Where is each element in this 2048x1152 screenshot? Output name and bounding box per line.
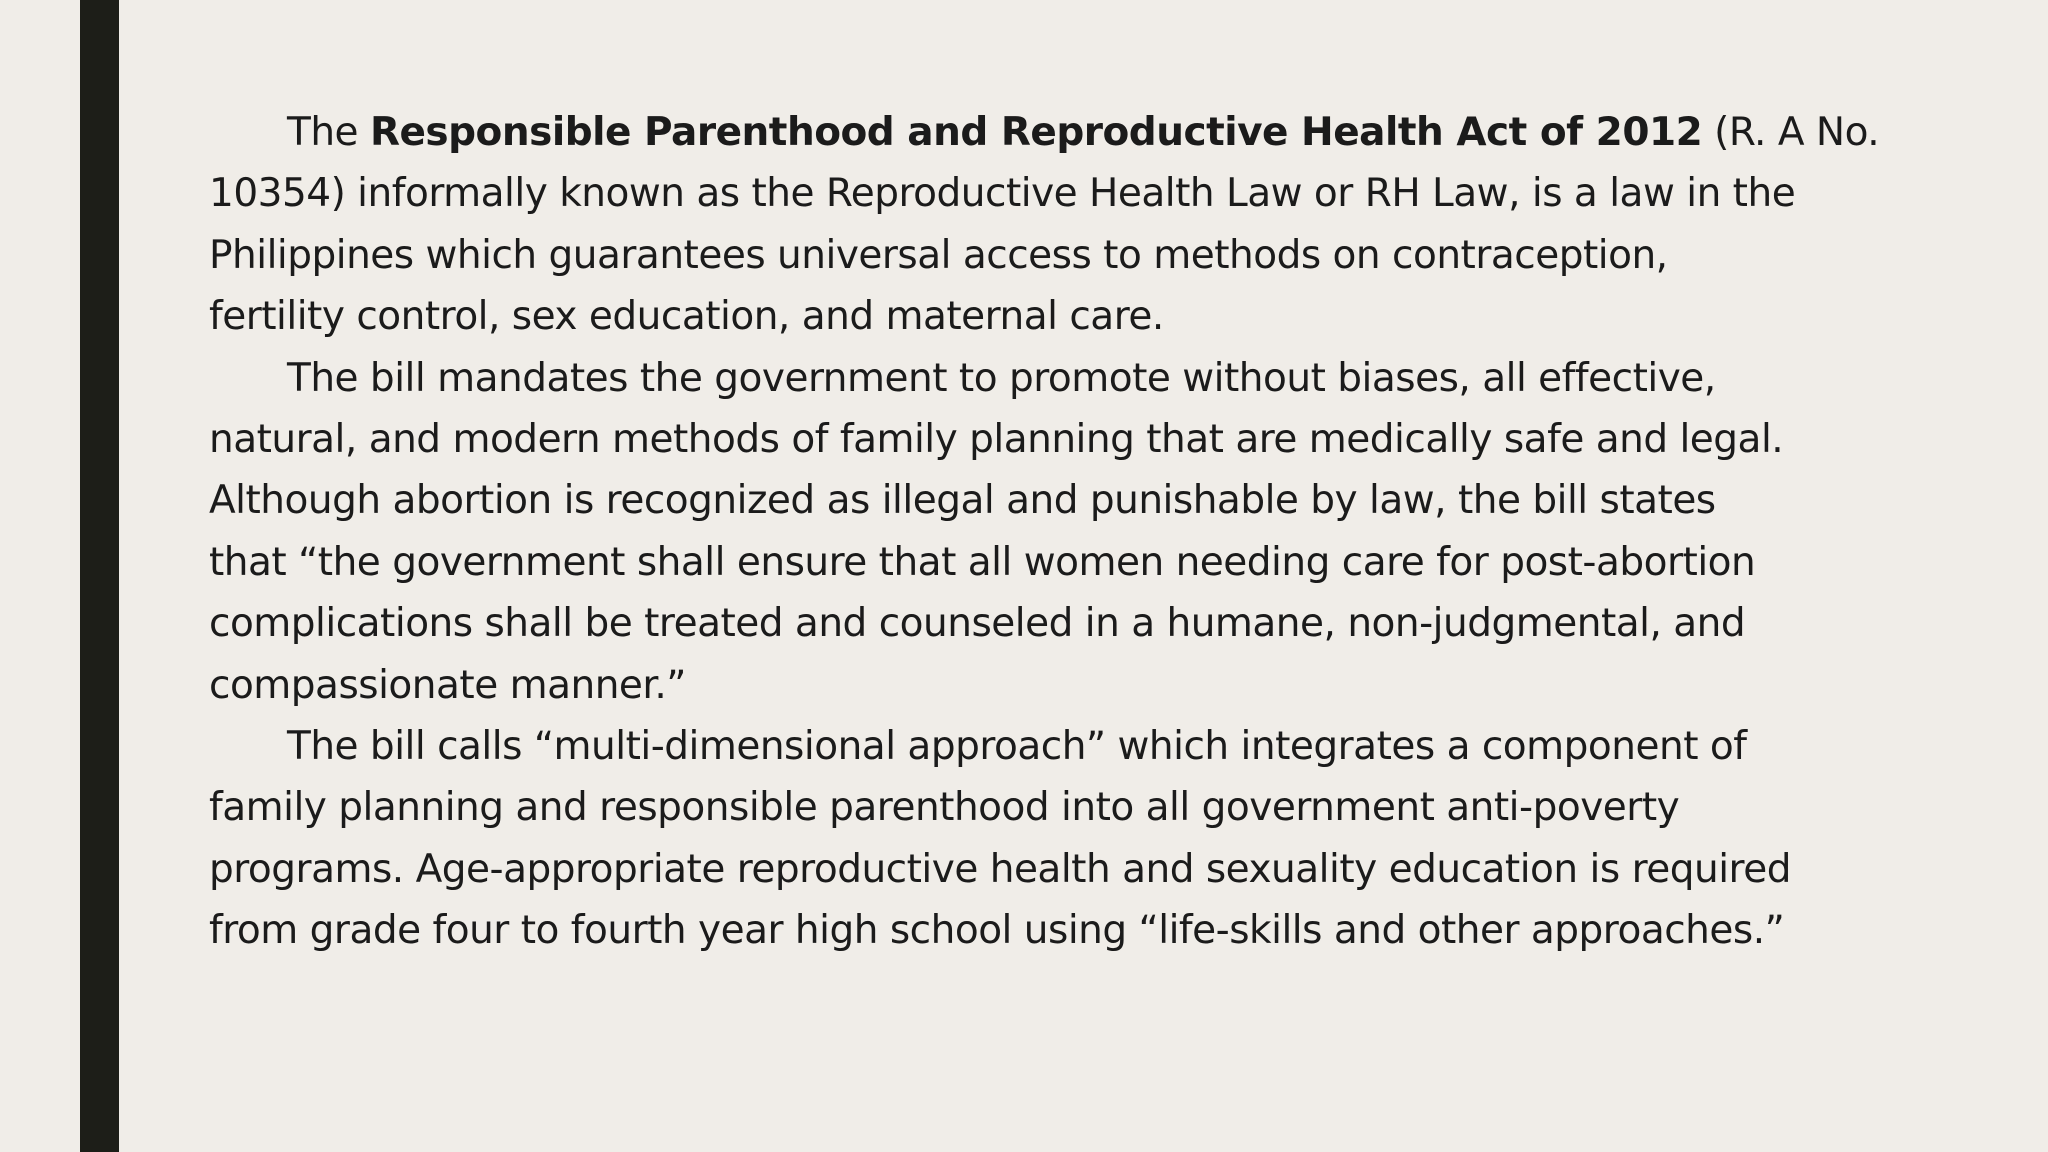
paragraph-2-line-4: that “the government shall ensure that all women needing care for post-abortion <box>209 539 1756 585</box>
paragraph-3-line-2: family planning and responsible parenthood into all government anti-poverty <box>209 785 1680 831</box>
paragraph-1-lead-text: The <box>287 110 370 155</box>
paragraph-1-line-2: 10354) informally known as the Reproductive Health Law or RH Law, is a law in the <box>209 171 1796 217</box>
paragraph-2-line-1: The bill mandates the government to promote without biases, all effective, <box>287 355 1716 401</box>
paragraph-2-line-2: natural, and modern methods of family planning that are medically safe and legal. <box>209 417 1784 463</box>
act-title-bold: Responsible Parenthood and Reproductive Health Act of 2012 <box>369 110 1703 155</box>
slide-body-text <box>209 102 2009 962</box>
paragraph-2-line-6: compassionate manner.” <box>209 662 686 708</box>
paragraph-2-line-3: Although abortion is recognized as illegal and punishable by law, the bill states <box>209 478 1716 524</box>
paragraph-3-line-4: from grade four to fourth year high school using “life-skills and other approaches.” <box>209 908 1785 954</box>
left-accent-bar <box>80 0 119 1152</box>
paragraph-3-line-1: The bill calls “multi-dimensional approach” which integrates a component of <box>287 724 1747 770</box>
paragraph-1-trail-text: (R. A No. <box>1702 110 1880 155</box>
paragraph-2-line-5: complications shall be treated and counseled in a humane, non-judgmental, and <box>209 601 1746 647</box>
paragraph-1-line-3: Philippines which guarantees universal access to methods on contraception, <box>209 232 1668 278</box>
paragraph-1-line-4: fertility control, sex education, and maternal care. <box>209 294 1164 340</box>
paragraph-1-line-1 <box>209 102 2009 163</box>
paragraph-3-line-3: programs. Age-appropriate reproductive health and sexuality education is required <box>209 846 1791 892</box>
